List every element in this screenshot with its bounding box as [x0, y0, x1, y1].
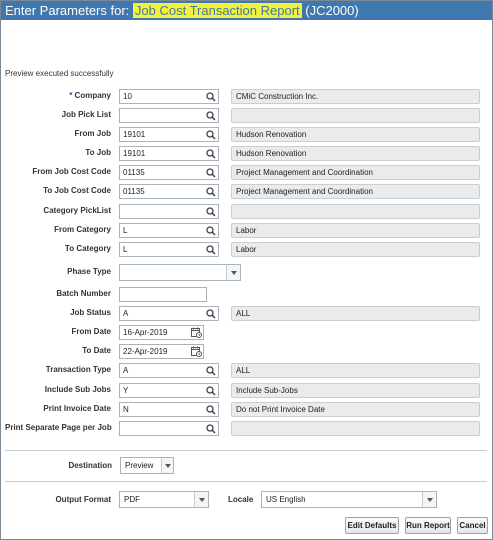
- from-job-label: From Job: [74, 129, 111, 138]
- company-label: * Company: [69, 91, 111, 100]
- from-job-cost-code-label: From Job Cost Code: [32, 167, 111, 176]
- search-icon[interactable]: [205, 244, 217, 255]
- search-icon[interactable]: [205, 110, 217, 121]
- company-field[interactable]: 10: [119, 89, 219, 104]
- job-pick-list-description: [231, 108, 480, 123]
- row-output-format: [0, 491, 493, 508]
- from-category-label: From Category: [54, 225, 111, 234]
- row-category-picklist: [0, 204, 493, 219]
- search-icon[interactable]: [205, 385, 217, 396]
- row-include-sub-jobs: [0, 383, 493, 398]
- required-marker: *: [69, 91, 73, 100]
- search-icon[interactable]: [205, 91, 217, 102]
- to-job-label: To Job: [85, 148, 111, 157]
- row-print-separate-page: [0, 421, 493, 436]
- to-job-cost-code-description: Project Management and Coordination: [231, 184, 480, 199]
- row-batch-number: [0, 287, 493, 302]
- job-pick-list-label: Job Pick List: [61, 110, 111, 119]
- row-company: [0, 89, 493, 104]
- to-category-label: To Category: [64, 244, 111, 253]
- search-icon[interactable]: [205, 308, 217, 319]
- transaction-type-label: Transaction Type: [45, 365, 111, 374]
- print-invoice-date-label: Print Invoice Date: [43, 404, 111, 413]
- search-icon[interactable]: [205, 186, 217, 197]
- title-prefix: Enter Parameters for:: [5, 3, 133, 18]
- row-phase-type: [0, 264, 493, 281]
- search-icon[interactable]: [205, 167, 217, 178]
- transaction-type-description: ALL: [231, 363, 480, 378]
- transaction-type-field[interactable]: A: [119, 363, 219, 378]
- batch-number-label: Batch Number: [56, 289, 111, 298]
- divider: [5, 450, 487, 451]
- row-job-status: [0, 306, 493, 321]
- company-description: CMiC Construction Inc.: [231, 89, 480, 104]
- locale-label: Locale: [228, 495, 254, 504]
- title-report-code: (JC2000): [301, 3, 359, 18]
- job-status-field[interactable]: A: [119, 306, 219, 321]
- print-separate-page-description: [231, 421, 480, 436]
- destination-label: Destination: [68, 461, 112, 470]
- search-icon[interactable]: [205, 225, 217, 236]
- status-message: Preview executed successfully: [5, 69, 114, 78]
- to-job-description: Hudson Renovation: [231, 146, 480, 161]
- to-job-field[interactable]: 19101: [119, 146, 219, 161]
- to-job-cost-code-label: To Job Cost Code: [43, 186, 111, 195]
- chevron-down-icon[interactable]: [226, 265, 240, 280]
- row-from-date: [0, 325, 493, 340]
- from-date-label: From Date: [71, 327, 111, 336]
- calendar-icon[interactable]: [190, 346, 202, 357]
- from-category-description: Labor: [231, 223, 480, 238]
- include-sub-jobs-field[interactable]: Y: [119, 383, 219, 398]
- search-icon[interactable]: [205, 423, 217, 434]
- from-job-field[interactable]: 19101: [119, 127, 219, 142]
- row-to-category: [0, 242, 493, 257]
- print-separate-page-field[interactable]: [119, 421, 219, 436]
- search-icon[interactable]: [205, 148, 217, 159]
- search-icon[interactable]: [205, 365, 217, 376]
- row-to-job-cost-code: [0, 184, 493, 199]
- from-date-field[interactable]: 16-Apr-2019: [119, 325, 204, 340]
- print-invoice-date-description: Do not Print Invoice Date: [231, 402, 480, 417]
- edit-defaults-button[interactable]: Edit Defaults: [345, 517, 399, 534]
- to-category-description: Labor: [231, 242, 480, 257]
- row-from-job: [0, 127, 493, 142]
- job-status-description: ALL: [231, 306, 480, 321]
- from-job-cost-code-field[interactable]: 01135: [119, 165, 219, 180]
- print-separate-page-label: Print Separate Page per Job: [5, 423, 112, 432]
- include-sub-jobs-label: Include Sub Jobs: [44, 385, 111, 394]
- row-transaction-type: [0, 363, 493, 378]
- search-icon[interactable]: [205, 206, 217, 217]
- destination-select[interactable]: Preview: [120, 457, 174, 474]
- chevron-down-icon[interactable]: [194, 492, 208, 507]
- row-from-category: [0, 223, 493, 238]
- category-picklist-field[interactable]: [119, 204, 219, 219]
- chevron-down-icon[interactable]: [422, 492, 436, 507]
- from-job-description: Hudson Renovation: [231, 127, 480, 142]
- cancel-button[interactable]: Cancel: [457, 517, 488, 534]
- phase-type-select[interactable]: [119, 264, 241, 281]
- to-date-field[interactable]: 22-Apr-2019: [119, 344, 204, 359]
- from-category-field[interactable]: L: [119, 223, 219, 238]
- search-icon[interactable]: [205, 404, 217, 415]
- to-date-label: To Date: [82, 346, 111, 355]
- output-format-select[interactable]: PDF: [119, 491, 209, 508]
- batch-number-field[interactable]: [119, 287, 207, 302]
- phase-type-label: Phase Type: [67, 267, 111, 276]
- calendar-icon[interactable]: [190, 327, 202, 338]
- category-picklist-label: Category PickList: [43, 206, 111, 215]
- row-from-job-cost-code: [0, 165, 493, 180]
- chevron-down-icon[interactable]: [161, 458, 173, 473]
- row-to-job: [0, 146, 493, 161]
- run-report-button[interactable]: Run Report: [405, 517, 451, 534]
- title-report-name: Job Cost Transaction Report: [134, 3, 300, 18]
- include-sub-jobs-description: Include Sub-Jobs: [231, 383, 480, 398]
- to-job-cost-code-field[interactable]: 01135: [119, 184, 219, 199]
- from-job-cost-code-description: Project Management and Coordination: [231, 165, 480, 180]
- row-print-invoice-date: [0, 402, 493, 417]
- locale-select[interactable]: US English: [261, 491, 437, 508]
- row-job-pick-list: [0, 108, 493, 123]
- job-status-label: Job Status: [70, 308, 111, 317]
- output-format-label: Output Format: [55, 495, 111, 504]
- divider: [5, 481, 487, 482]
- job-pick-list-field[interactable]: [119, 108, 219, 123]
- category-picklist-description: [231, 204, 480, 219]
- row-to-date: [0, 344, 493, 359]
- to-category-field[interactable]: L: [119, 242, 219, 257]
- print-invoice-date-field[interactable]: N: [119, 402, 219, 417]
- row-destination: [0, 457, 493, 474]
- search-icon[interactable]: [205, 129, 217, 140]
- dialog-titlebar: [1, 1, 492, 20]
